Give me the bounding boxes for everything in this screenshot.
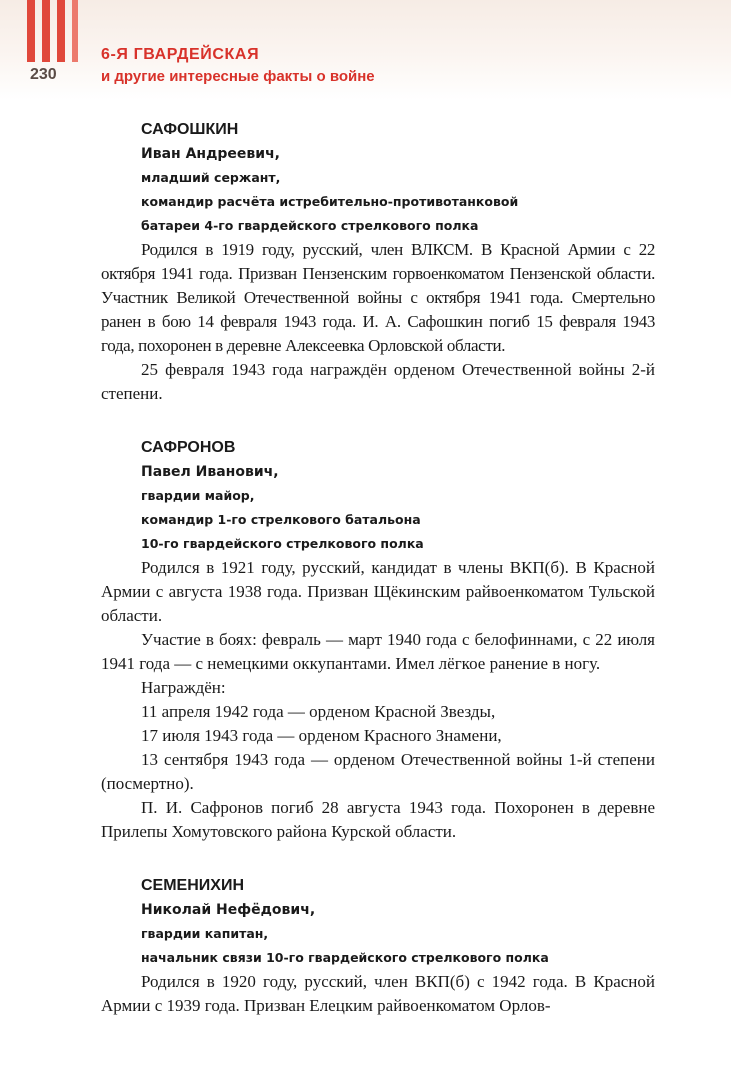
decorative-stripe <box>42 0 50 62</box>
entry-position-line: 10-го гвардейского стрелкового полка <box>141 536 424 551</box>
decorative-stripe <box>57 0 65 62</box>
entry-rank: гвардии капитан, <box>141 926 269 941</box>
entry-first-name: Павел Иванович, <box>141 464 279 480</box>
entry-paragraph: Награждён: <box>141 678 226 697</box>
entry-first-name: Иван Андреевич, <box>141 146 280 162</box>
entry-paragraph: П. И. Сафронов погиб 28 августа 1943 года. Похоронен в деревне Прилепы Хомутовского района Курской области. <box>101 798 655 841</box>
entry-surname: САФОШКИН <box>141 121 239 138</box>
running-title: 6-Я ГВАРДЕЙСКАЯ <box>101 46 260 63</box>
entry-paragraph: 13 сентября 1943 года — орденом Отечественной войны 1-й степени (посмертно). <box>101 750 655 793</box>
biography-entry <box>101 874 655 1018</box>
biography-entry <box>101 436 655 844</box>
entry-paragraph: 17 июля 1943 года — орденом Красного Знамени, <box>141 726 502 745</box>
page-content <box>101 118 655 1048</box>
entry-paragraph: 25 февраля 1943 года награждён орденом Отечественной войны 2-й степени. <box>101 360 655 403</box>
entry-first-name: Николай Нефёдович, <box>141 902 316 918</box>
entry-paragraph: Родился в 1921 году, русский, кандидат в члены ВКП(б). В Красной Армии с августа 1938 года. Призван Щёкинским райвоенкоматом Тульской области. <box>101 558 655 625</box>
decorative-stripe <box>27 0 35 62</box>
running-subtitle: и другие интересные факты о войне <box>101 68 375 85</box>
entry-rank: младший сержант, <box>141 170 281 185</box>
entry-paragraph: Участие в боях: февраль — март 1940 года с белофиннами, с 22 июля 1941 года — с немецкими оккупантами. Имел лёгкое ранение в ногу. <box>101 630 655 673</box>
entry-paragraph: 11 апреля 1942 года — орденом Красной Звезды, <box>141 702 496 721</box>
entry-paragraph: Родился в 1919 году, русский, член ВЛКСМ. В Красной Армии с 22 октября 1941 года. Призван Пензенским горвоенкоматом Пензенской области. Участник Великой Отечественной войны с октября 1941 года. Смертельно ранен в бою 14 февраля 1943 года. И. А. Сафошкин погиб 15 февраля 1943 года, похоронен в деревне Алексеевка Орловской области. <box>101 240 655 355</box>
entry-position-line: командир расчёта истребительно-противотанковой <box>141 194 519 209</box>
entry-position-line: командир 1-го стрелкового батальона <box>141 512 421 527</box>
entry-surname: СЕМЕНИХИН <box>141 877 245 894</box>
entry-position-line: начальник связи 10-го гвардейского стрелкового полка <box>141 950 549 965</box>
decorative-stripe <box>72 0 78 62</box>
entry-position-line: батареи 4-го гвардейского стрелкового полка <box>141 218 479 233</box>
page-header <box>0 0 731 100</box>
entry-paragraph: Родился в 1920 году, русский, член ВКП(б) с 1942 года. В Красной Армии с 1939 года. Призван Елецким райвоенкоматом Орлов- <box>101 972 655 1015</box>
page-number: 230 <box>30 66 57 83</box>
entry-surname: САФРОНОВ <box>141 439 236 456</box>
entry-rank: гвардии майор, <box>141 488 255 503</box>
biography-entry <box>101 118 655 406</box>
